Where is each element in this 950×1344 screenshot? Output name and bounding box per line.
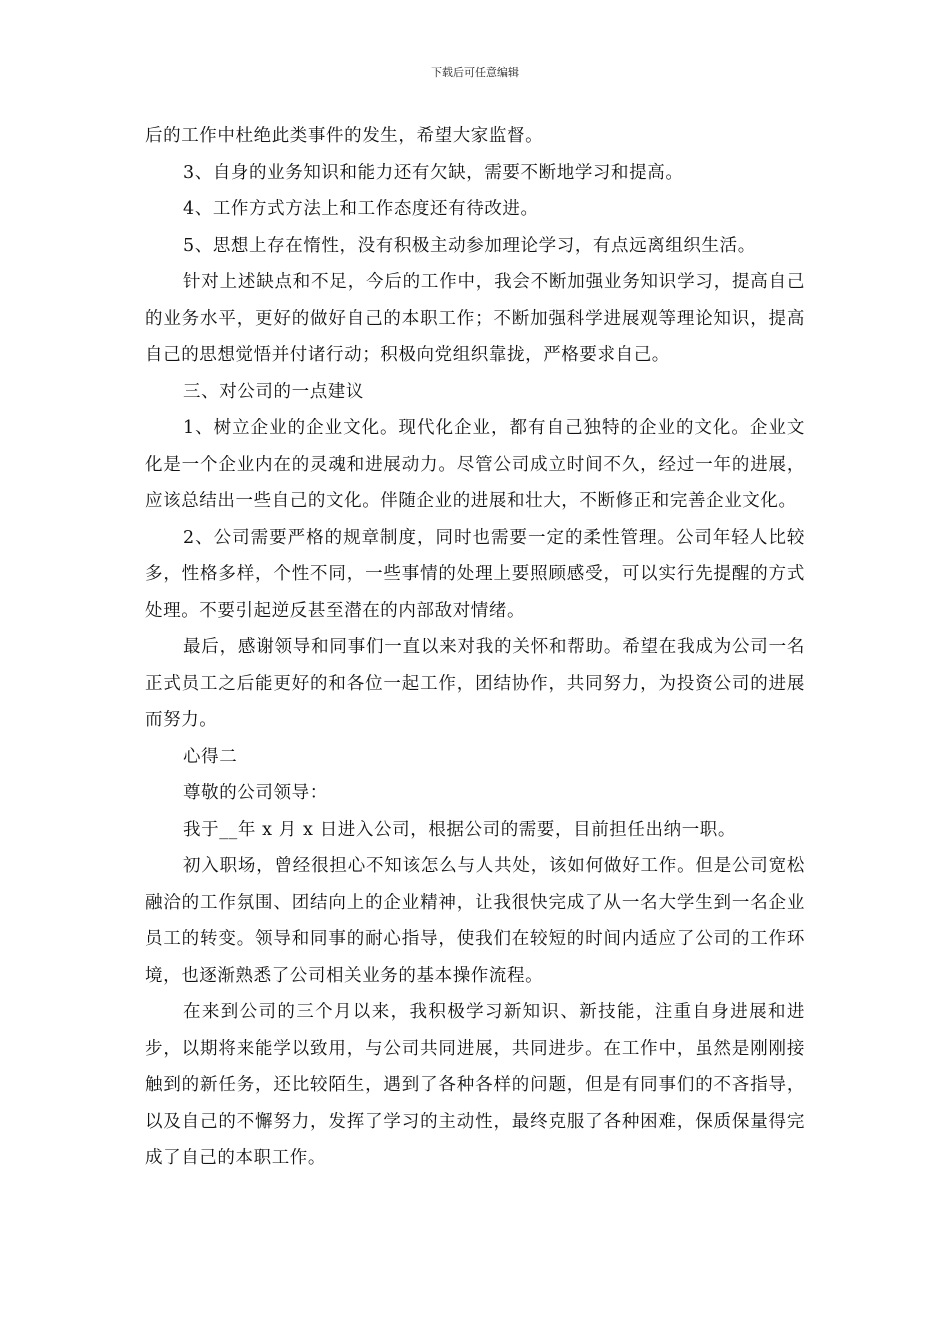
page-header: 下载后可任意编辑 xyxy=(431,66,519,79)
paragraph: 3、自身的业务知识和能力还有欠缺，需要不断地学习和提高。 xyxy=(183,162,684,183)
paragraph: 我于__年 x 月 x 日进入公司，根据公司的需要，目前担任出纳一职。 xyxy=(183,819,736,840)
paragraph: 最后，感谢领导和同事们一直以来对我的关怀和帮助。希望在我成为公司一名正式员工之后能更好的和各位一起工作，团结协作，共同努力，为投资公司的进展而努力。 xyxy=(145,637,805,730)
document-body xyxy=(145,118,805,1177)
paragraph: 5、思想上存在惰性，没有积极主动参加理论学习，有点远离组织生活。 xyxy=(183,235,756,256)
salutation: 尊敬的公司领导： xyxy=(183,783,328,803)
paragraph: 2、公司需要严格的规章制度，同时也需要一定的柔性管理。公司年轻人比较多，性格多样，个性不同，一些事情的处理上要照顾感受，可以实行先提醒的方式处理。不要引起逆反甚至潜在的内部敌对情绪。 xyxy=(145,527,805,621)
section-heading: 三、对公司的一点建议 xyxy=(183,381,364,402)
paragraph: 4、工作方式方法上和工作态度还有待改进。 xyxy=(183,199,539,219)
paragraph: 初入职场，曾经很担心不知该怎么与人共处，该如何做好工作。但是公司宽松融洽的工作氛围、团结向上的企业精神，让我很快完成了从一名大学生到一名企业员工的转变。领导和同事的耐心指导，使我们在较短的时间内适应了公司的工作环境，也逐渐熟悉了公司相关业务的基本操作流程。 xyxy=(145,856,805,986)
paragraph: 1、树立企业的企业文化。现代化企业，都有自己独特的企业的文化。企业文化是一个企业内在的灵魂和进展动力。尽管公司成立时间不久，经过一年的进展，应该总结出一些自己的文化。伴随企业的进展和壮大，不断修正和完善企业文化。 xyxy=(145,418,805,511)
paragraph: 在来到公司的三个月以来，我积极学习新知识、新技能，注重自身进展和进步，以期将来能学以致用，与公司共同进展，共同进步。在工作中，虽然是刚刚接触到的新任务，还比较陌生，遇到了各种各样的问题，但是有同事们的不吝指导，以及自己的不懈努力，发挥了学习的主动性，最终克服了各种困难，保质保量得完成了自己的本职工作。 xyxy=(145,1002,805,1168)
paragraph: 针对上述缺点和不足，今后的工作中，我会不断加强业务知识学习，提高自己的业务水平，更好的做好自己的本职工作；不断加强科学进展观等理论知识，提高自己的思想觉悟并付诸行动；积极向党组织靠拢，严格要求自己。 xyxy=(145,272,805,365)
section-heading: 心得二 xyxy=(183,746,238,767)
paragraph: 后的工作中杜绝此类事件的发生，希望大家监督。 xyxy=(145,126,544,146)
